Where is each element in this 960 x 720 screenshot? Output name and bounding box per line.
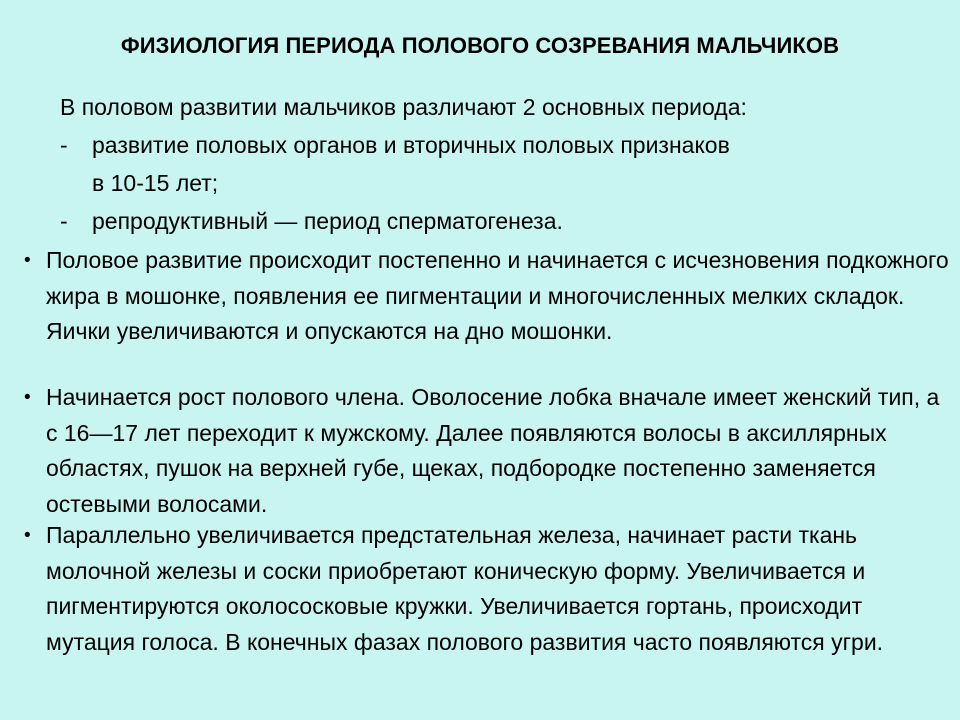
period-item-2 — [60, 202, 563, 240]
period-item-1-continuation: в 10-15 лет; — [92, 170, 219, 196]
bullet-marker: • — [24, 250, 31, 271]
dash-marker: - — [60, 132, 68, 158]
bullet-text: Половое развитие происходит постепенно и начинается с исчезновения подкожного жира в мошонке, появления ее пигментации и многочисленных мелких складок. Яички увеличиваются и опускаются на дно мошонки. — [46, 247, 949, 344]
bullet-text: Параллельно увеличивается предстательная железа, начинает расти ткань молочной железы и соски приобретают коническую форму. Увеличивается и пигментируются околососковые кружки. Увеличивается гортань, происходит мутация голоса. В конечных фазах полового развития часто появляются угри. — [46, 522, 884, 655]
bullet-marker: • — [24, 387, 31, 408]
bullet-item-3 — [24, 518, 949, 660]
period-text: развитие половых органов и вторичных половых признаков — [92, 132, 730, 158]
slide-title: ФИЗИОЛОГИЯ ПЕРИОДА ПОЛОВОГО СОЗРЕВАНИЯ МАЛЬЧИКОВ — [120, 33, 840, 58]
bullet-item-2 — [24, 380, 949, 522]
bullet-item-1 — [24, 243, 949, 350]
dash-marker: - — [60, 208, 68, 234]
intro-text: В половом развитии мальчиков различают 2 основных периода: — [60, 94, 747, 120]
bullet-marker: • — [24, 525, 31, 546]
period-text: репродуктивный — период сперматогенеза. — [92, 208, 563, 234]
period-item-1 — [60, 126, 730, 164]
bullet-text: Начинается рост полового члена. Оволосение лобка вначале имеет женский тип, а с 16—17 лет переходит к мужскому. Далее появляются волосы в аксиллярных областях, пушок на верхней губе, щеках, подбородке постепенно заменяется остевыми волосами. — [46, 384, 940, 517]
